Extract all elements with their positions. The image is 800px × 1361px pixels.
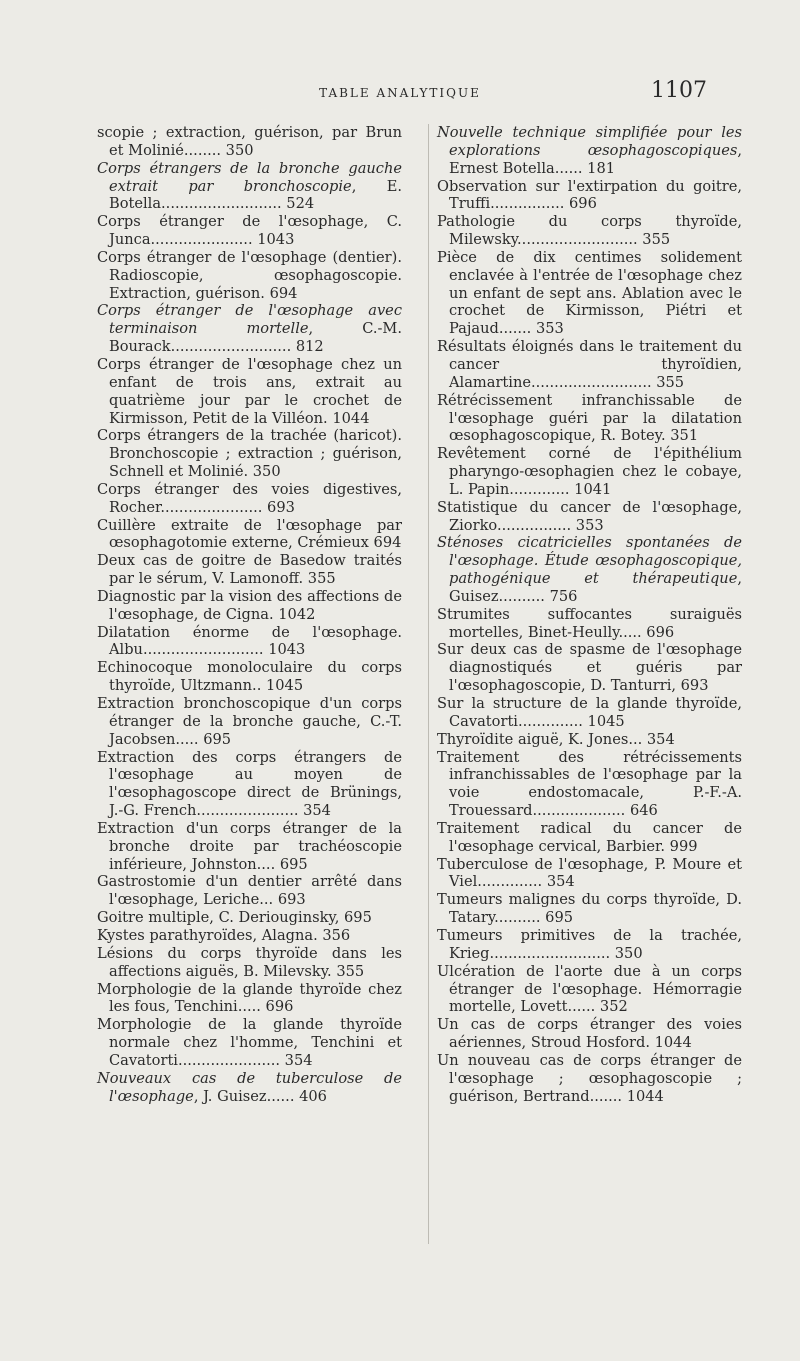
index-entry: Revêtement corné de l'épithélium pharyngo-œsophagien chez le cobaye, L. Papin............. 1041 <box>437 445 742 498</box>
index-entry: Corps étrangers de la trachée (haricot). Bronchoscopie ; extraction ; guérison, Schnell et Molinié. 350 <box>97 427 402 481</box>
index-entry: Tumeurs primitives de la trachée, Krieg.......................... 350 <box>437 926 742 962</box>
index-entry: Ulcération de l'aorte due à un corps étranger de l'œsophage. Hémorragie mortelle, Lovett...... 352 <box>437 962 742 1016</box>
index-entry: Corps étranger de l'œsophage avec terminaison mortelle, C.-M. Bourack.......................... 812 <box>97 302 402 356</box>
column-divider <box>428 124 429 1244</box>
index-column-right <box>437 124 742 1105</box>
index-entry: Corps étranger de l'œsophage chez un enfant de trois ans, extrait au quatrième jour par le crochet de Kirmisson, Petit de la Villéon. 1044 <box>97 355 402 427</box>
index-entry: Corps étranger de l'œsophage, C. Junca...................... 1043 <box>97 213 402 249</box>
index-entry: Extraction bronchoscopique d'un corps étranger de la bronche gauche, C.-T. Jacobsen..... 695 <box>97 695 402 748</box>
index-entry: scopie ; extraction, guérison, par Brun et Molinié........ 350 <box>97 124 402 159</box>
index-entry: Un nouveau cas de corps étranger de l'œsophage ; œsophagoscopie ; guérison, Bertrand....... 1044 <box>437 1051 742 1105</box>
index-entry: Extraction d'un corps étranger de la bronche droite par trachéoscopie inférieure, Johnston.... 695 <box>97 819 402 873</box>
index-entry: Nouvelle technique simplifiée pour les explorations œsophagoscopiques, Ernest Botella...... 181 <box>437 124 742 177</box>
index-entry: Corps étranger de l'œsophage (dentier). Radioscopie, œsophagoscopie. Extraction, guérison. 694 <box>97 248 402 302</box>
index-entry: Pathologie du corps thyroïde, Milewsky.......................... 355 <box>437 213 742 249</box>
running-header-title: TABLE ANALYTIQUE <box>319 86 481 100</box>
index-entry: Sténoses cicatricielles spontanées de l'œsophage. Étude œsophagoscopique, pathogénique et thérapeutique, Guisez.......... 756 <box>437 534 742 605</box>
index-entry: Sur deux cas de spasme de l'œsophage diagnostiqués et guéris par l'œsophagoscopie, D. Tanturri, 693 <box>437 641 742 695</box>
index-entry: Kystes parathyroïdes, Alagna. 356 <box>97 926 351 944</box>
index-entry: Cuillère extraite de l'œsophage par œsophagotomie externe, Crémieux 694 <box>97 516 402 552</box>
index-entry: Statistique du cancer de l'œsophage, Ziorko................ 353 <box>437 498 742 534</box>
index-entry: Corps étrangers de la bronche gauche extrait par bronchoscopie, E. Botella.......................... 524 <box>97 159 402 213</box>
index-entry: Dilatation énorme de l'œsophage. Albu.......................... 1043 <box>97 623 402 659</box>
index-entry: Thyroïdite aiguë, K. Jones... 354 <box>437 730 675 748</box>
index-entry: Goitre multiple, C. Deriouginsky, 695 <box>97 909 372 927</box>
index-entry: Strumites suffocantes suraiguës mortelles, Binet-Heully..... 696 <box>437 605 742 641</box>
index-entry: Echinocoque monoloculaire du corps thyroïde, Ultzmann.. 1045 <box>97 659 402 695</box>
page-number: 1107 <box>651 78 707 103</box>
index-entry: Gastrostomie d'un dentier arrêté dans l'œsophage, Leriche... 693 <box>97 873 402 909</box>
index-column-left <box>97 124 402 1105</box>
index-entry: Rétrécissement infranchissable de l'œsophage guéri par la dilatation œsophagoscopique, R. Botey. 351 <box>437 391 742 445</box>
index-entry: Tumeurs malignes du corps thyroïde, D. Tatary.......... 695 <box>437 891 742 927</box>
index-entry: Traitement radical du cancer de l'œsophage cervical, Barbier. 999 <box>437 819 742 855</box>
index-entry: Morphologie de la glande thyroïde chez les fous, Tenchini..... 696 <box>97 980 402 1016</box>
index-entry: Diagnostic par la vision des affections de l'œsophage, de Cigna. 1042 <box>97 587 402 623</box>
index-entry: Résultats éloignés dans le traitement du cancer thyroïdien, Alamartine.......................... 355 <box>437 338 742 391</box>
index-entry: Deux cas de goitre de Basedow traités par le sérum, V. Lamonoff. 355 <box>97 552 402 588</box>
index-entry: Sur la structure de la glande thyroïde, Cavatorti.............. 1045 <box>437 695 742 730</box>
index-entry: Observation sur l'extirpation du goitre, Truffi................ 696 <box>437 177 742 213</box>
index-entry: Tuberculose de l'œsophage, P. Moure et Viel.............. 354 <box>437 855 742 891</box>
index-entry: Corps étranger des voies digestives, Rocher...................... 693 <box>97 480 402 516</box>
index-entry: Pièce de dix centimes solidement enclavée à l'entrée de l'œsophage chez un enfant de sept ans. Ablation avec le crochet de Kirmisson, Piétri et Pajaud....... 353 <box>437 248 742 338</box>
index-entry: Lésions du corps thyroïde dans les affections aiguës, B. Milevsky. 355 <box>97 944 402 980</box>
index-entry: Un cas de corps étranger des voies aériennes, Stroud Hosford. 1044 <box>437 1016 742 1052</box>
index-entry: Nouveaux cas de tuberculose de l'œsophage, J. Guisez...... 406 <box>97 1069 402 1105</box>
index-entry: Extraction des corps étrangers de l'œsophage au moyen de l'œsophagoscope direct de Brünings, J.-G. French...................... 354 <box>97 748 402 820</box>
index-entry: Traitement des rétrécissements infranchissables de l'œsophage par la voie endostomacale, P.-F.-A. Trouessard.................... 646 <box>437 748 742 820</box>
index-entry: Morphologie de la glande thyroïde normale chez l'homme, Tenchini et Cavatorti...................... 354 <box>97 1016 402 1069</box>
